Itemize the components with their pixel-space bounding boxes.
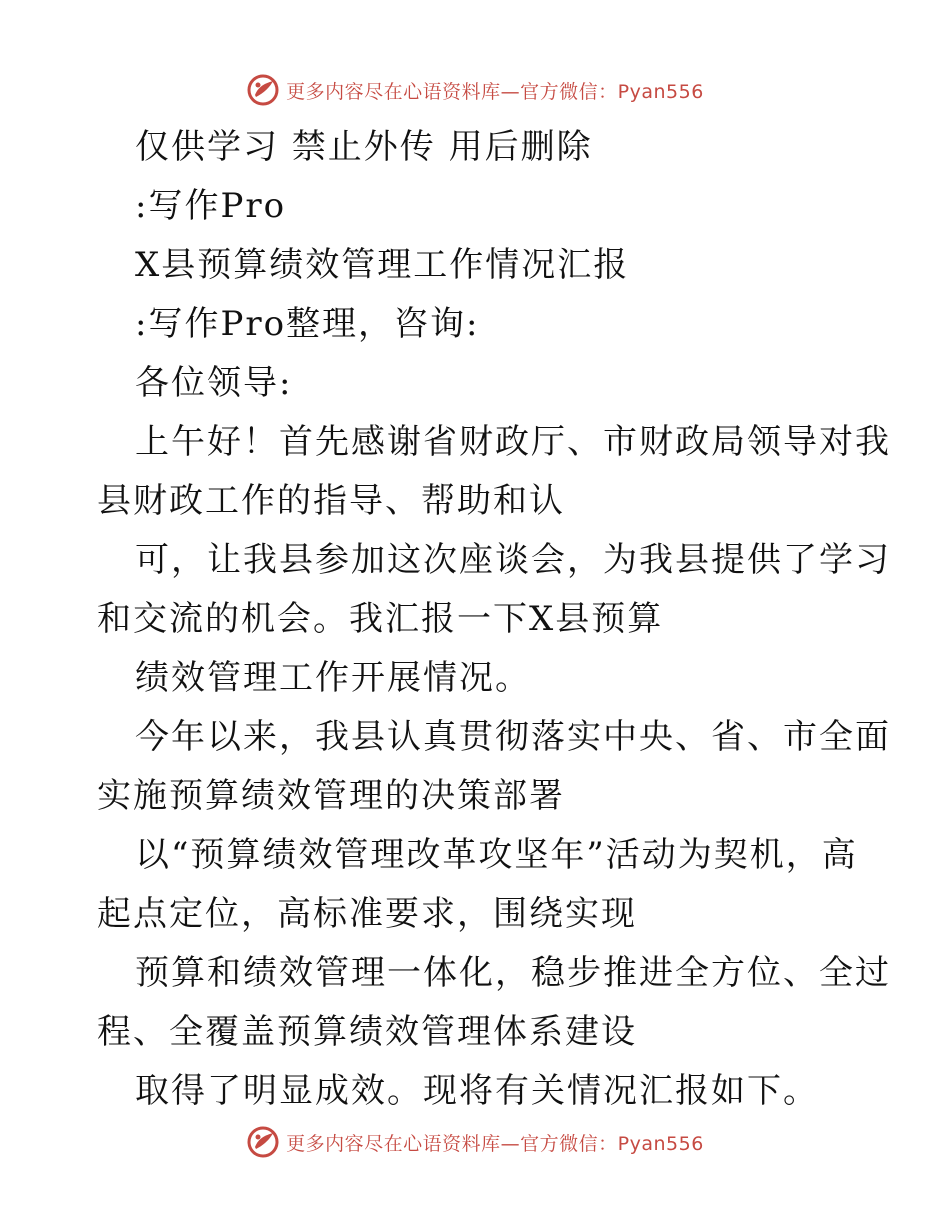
text-line: 起点定位，高标准要求，围绕实现 [97, 894, 637, 934]
text-line: 上午好！首先感谢省财政厅、市财政局领导对我 [135, 422, 891, 462]
text-line: :写作Pro [135, 186, 287, 226]
text-line: 可，让我县参加这次座谈会，为我县提供了学习 [135, 540, 891, 580]
text-line: 仅供学习 禁止外传 用后删除 [135, 127, 593, 167]
text-line: 预算和绩效管理一体化，稳步推进全方位、全过 [135, 953, 891, 993]
watermark-footer [0, 1122, 950, 1162]
text-line: 各位领导: [135, 363, 293, 403]
brand-logo-icon [246, 1125, 280, 1159]
text-line: 程、全覆盖预算绩效管理体系建设 [97, 1012, 637, 1052]
text-line: X县预算绩效管理工作情况汇报 [135, 245, 630, 285]
document-body [97, 118, 891, 1121]
watermark-text: 更多内容尽在心语资料库—官方微信：Pyan556 [286, 80, 704, 103]
brand-logo-icon [246, 73, 280, 107]
text-line: 和交流的机会。我汇报一下X县预算 [97, 599, 664, 639]
watermark-header [0, 70, 950, 110]
text-line: 县财政工作的指导、帮助和认 [97, 481, 565, 521]
text-line: :写作Pro整理，咨询: [135, 304, 480, 344]
text-line: 取得了明显成效。现将有关情况汇报如下。 [135, 1071, 819, 1111]
text-line: 实施预算绩效管理的决策部署 [97, 776, 565, 816]
text-line: 以“预算绩效管理改革攻坚年”活动为契机，高 [135, 835, 858, 875]
watermark-text: 更多内容尽在心语资料库—官方微信：Pyan556 [286, 1132, 704, 1155]
text-line: 绩效管理工作开展情况。 [135, 658, 531, 698]
text-line: 今年以来，我县认真贯彻落实中央、省、市全面 [135, 717, 891, 757]
